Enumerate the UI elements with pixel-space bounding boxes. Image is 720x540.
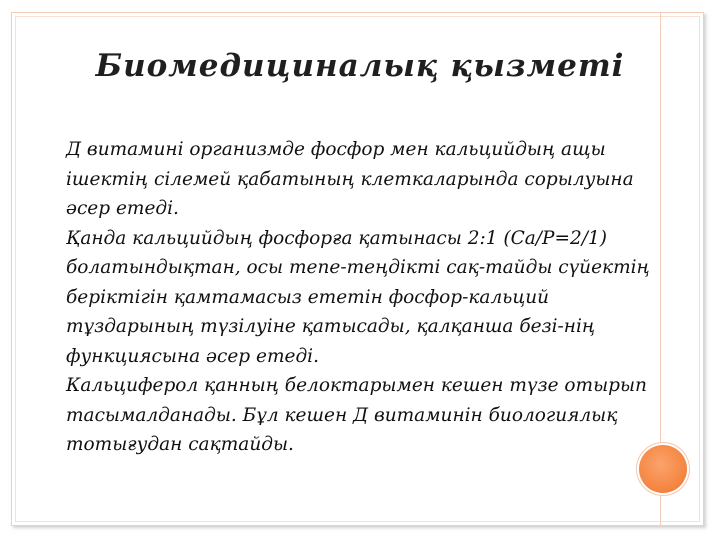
paragraph-calcium-phosphorus-ratio xyxy=(66,224,676,372)
text-line: беріктігін қамтамасыз ететін фосфор-кальций xyxy=(66,286,550,308)
text-line: тұздарының түзілуіне қатысады, қалқанша безі-нің xyxy=(66,316,596,337)
text-line: әсер етеді. xyxy=(66,198,179,219)
paragraph-vitamin-d-absorption xyxy=(66,135,676,224)
frame-vertical-line-bottom xyxy=(660,495,661,526)
paragraph-calciferol-transport xyxy=(66,371,676,460)
text-line: тотығудан сақтайды. xyxy=(66,434,294,455)
text-line: Д витамині организмде фосфор мен кальцийдың ащы xyxy=(66,139,606,160)
text-line: тасымалданады. Бұл кешен Д витаминін биологиялық xyxy=(66,404,618,426)
text-line: ішектің сілемей қабатының клеткаларында сорылуына xyxy=(66,168,634,190)
text-line: Кальциферол қанның белоктарымен кешен түзе отырып xyxy=(66,375,647,396)
text-line: Қанда кальцийдың фосфорға қатынасы 2:1 (Ca/P=2/1) xyxy=(66,227,607,249)
text-line: болатындықтан, осы тепе-теңдікті сақ-тайды сүйектің xyxy=(66,257,650,278)
slide-body xyxy=(66,135,676,460)
orange-circle-decoration xyxy=(639,445,687,493)
text-line: функциясына әсер етеді. xyxy=(66,345,319,367)
slide-title: Биомедициналық қызметі xyxy=(95,48,625,84)
